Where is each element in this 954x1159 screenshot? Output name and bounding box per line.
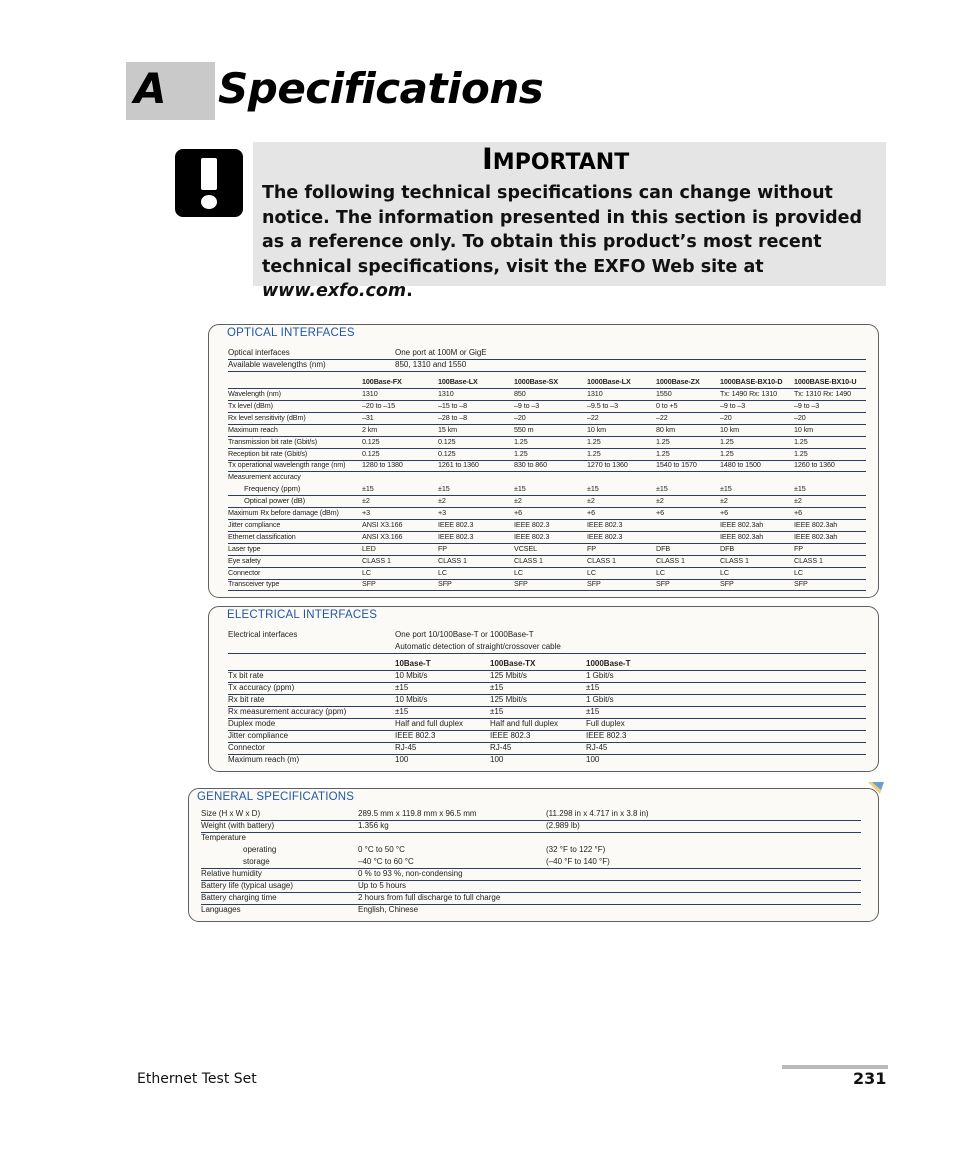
row-label: Tx bit rate: [228, 671, 264, 680]
cell-value: ±15: [514, 484, 526, 494]
cell-value: IEEE 802.3ah: [720, 531, 764, 541]
cell-value: 0.125: [362, 448, 380, 458]
cell-value: ±15: [587, 484, 599, 494]
cell-value: ±15: [490, 707, 504, 716]
row-label: Connector: [228, 567, 261, 577]
cell-value: SFP: [587, 579, 601, 589]
cell-value: (11.298 in x 4.717 in x 3.8 in): [546, 809, 649, 818]
cell-value: 1000Base-T: [586, 659, 631, 668]
cell-value: 1.25: [587, 448, 601, 458]
cell-value: IEEE 802.3: [587, 531, 623, 541]
cell-value: 10 km: [720, 424, 740, 434]
cell-value: DFB: [720, 543, 735, 553]
cell-value: SFP: [438, 579, 452, 589]
cell-value: CLASS 1: [656, 555, 685, 565]
cell-value: VCSEL: [514, 543, 538, 553]
row-label: Jitter compliance: [228, 731, 289, 740]
cell-value: ±2: [362, 496, 370, 506]
cell-value: 1310: [438, 389, 454, 398]
cell-value: IEEE 802.3: [514, 531, 550, 541]
cell-value: SFP: [514, 579, 528, 589]
row-label: Wavelength (nm): [228, 389, 281, 398]
footer-manual-title: Ethernet Test Set: [137, 1071, 257, 1087]
cell-value: 0 to +5: [656, 400, 678, 410]
cell-value: ±15: [362, 484, 374, 494]
cell-value: ANSI X3.166: [362, 519, 403, 529]
cell-value: 1270 to 1360: [587, 460, 628, 470]
cell-value: IEEE 802.3: [438, 519, 474, 529]
cell-value: 1.356 kg: [358, 821, 389, 830]
cell-value: –9.5 to –3: [587, 400, 618, 410]
cell-value: ±15: [794, 484, 806, 494]
row-label: Rx bit rate: [228, 695, 265, 704]
cell-value: 1540 to 1570: [656, 460, 697, 470]
cell-value: 1.25: [794, 436, 808, 446]
row-label: Tx operational wavelength range (nm): [228, 460, 346, 470]
cell-value: 10 km: [587, 424, 607, 434]
row-label: Available wavelengths (nm): [228, 359, 326, 369]
general-spec-row: [201, 832, 861, 844]
row-label: Size (H x W x D): [201, 809, 261, 818]
cell-value: 1.25: [656, 448, 670, 458]
cell-value: IEEE 802.3ah: [794, 531, 838, 541]
row-label: Measurement accuracy: [228, 472, 301, 482]
cell-value: –31: [362, 412, 374, 422]
row-label: operating: [243, 845, 277, 854]
cell-value: 1550: [656, 389, 672, 398]
cell-value: RJ-45: [490, 743, 512, 752]
row-label: Connector: [228, 743, 265, 752]
row-label: storage: [243, 857, 270, 866]
cell-value: ±15: [656, 484, 668, 494]
cell-value: –20 to –15: [362, 400, 395, 410]
row-label: Reception bit rate (Gbit/s): [228, 448, 308, 458]
cell-value: –20: [794, 412, 806, 422]
cell-value: 1261 to 1360: [438, 460, 479, 470]
cell-value: CLASS 1: [438, 555, 467, 565]
cell-value: FP: [587, 543, 596, 553]
cell-value: 100Base-LX: [438, 377, 478, 386]
cell-value: 10 km: [794, 424, 814, 434]
cell-value: 0 °C to 50 °C: [358, 845, 405, 854]
cell-value: 10Base-T: [395, 659, 431, 668]
cell-value: IEEE 802.3: [586, 731, 627, 740]
row-label: Rx measurement accuracy (ppm): [228, 707, 347, 716]
row-label: Battery life (typical usage): [201, 881, 294, 890]
cell-value: 100Base-FX: [362, 377, 402, 386]
cell-value: 1310: [587, 389, 603, 398]
cell-value: IEEE 802.3: [395, 731, 436, 740]
cell-value: 100Base-TX: [490, 659, 536, 668]
cell-value: CLASS 1: [794, 555, 823, 565]
cell-value: ±2: [514, 496, 522, 506]
row-label: Electrical interfaces: [228, 630, 298, 639]
cell-value: (32 °F to 122 °F): [546, 845, 606, 854]
general-spec-row: [201, 904, 861, 916]
cell-value: –22: [587, 412, 599, 422]
cell-value: +3: [362, 508, 370, 517]
cell-value: IEEE 802.3ah: [720, 519, 764, 529]
cell-value: ±2: [794, 496, 802, 506]
cell-value: ±15: [395, 707, 409, 716]
cell-value: 1 Gbit/s: [586, 671, 614, 680]
cell-value: +6: [656, 508, 664, 517]
cell-value: ±15: [586, 683, 600, 692]
cell-value: 125 Mbit/s: [490, 671, 527, 680]
cell-value: Half and full duplex: [490, 719, 559, 728]
cell-value: 0 % to 93 %, non-condensing: [358, 869, 463, 878]
cell-value: Up to 5 hours: [358, 881, 407, 890]
cell-value: IEEE 802.3: [490, 731, 531, 740]
row-label: Maximum reach (m): [228, 755, 300, 764]
corner-gloss-decoration: [868, 782, 884, 796]
cell-value: CLASS 1: [720, 555, 749, 565]
row-label: Duplex mode: [228, 719, 276, 728]
cell-value: 1.25: [720, 436, 734, 446]
cell-value: IEEE 802.3: [438, 531, 474, 541]
important-notice-text: The following technical specifications can change without notice. The information presented in this section is provided as a reference only. To obtain this product’s most recent technical specifications, visit the EXFO Web site at www.exfo.com.: [262, 183, 863, 301]
cell-value: One port 10/100Base-T or 1000Base-T: [395, 630, 534, 639]
cell-value: 10 Mbit/s: [395, 695, 428, 704]
cell-value: 1.25: [794, 448, 808, 458]
cell-value: ±15: [720, 484, 732, 494]
cell-value: LC: [794, 567, 803, 577]
cell-value: FP: [794, 543, 803, 553]
cell-value: ±2: [720, 496, 728, 506]
row-label: Battery charging time: [201, 893, 277, 902]
electrical-summary-row: [228, 641, 866, 654]
cell-value: 850, 1310 and 1550: [395, 359, 467, 369]
cell-value: +6: [514, 508, 522, 517]
cell-value: 830 to 860: [514, 460, 547, 470]
cell-value: –15 to –8: [438, 400, 468, 410]
cell-value: –9 to –3: [794, 400, 820, 410]
page-title: Specifications: [218, 64, 544, 113]
cell-value: 1000BASE-BX10-U: [794, 377, 857, 386]
cell-value: Tx: 1310 Rx: 1490: [794, 389, 852, 398]
cell-value: LC: [656, 567, 665, 577]
cell-value: 1480 to 1500: [720, 460, 761, 470]
cell-value: 100: [395, 755, 409, 764]
row-label: Frequency (ppm): [244, 484, 301, 494]
row-label: Temperature: [201, 833, 246, 842]
cell-value: 1.25: [587, 436, 601, 446]
cell-value: 125 Mbit/s: [490, 695, 527, 704]
cell-value: SFP: [362, 579, 376, 589]
cell-value: 1000Base-LX: [587, 377, 631, 386]
optical-spec-row: [228, 471, 866, 483]
cell-value: 1310: [362, 389, 378, 398]
cell-value: RJ-45: [586, 743, 608, 752]
cell-value: 10 Mbit/s: [395, 671, 428, 680]
cell-value: SFP: [794, 579, 808, 589]
row-label: Jitter compliance: [228, 519, 281, 529]
cell-value: ±2: [656, 496, 664, 506]
cell-value: English, Chinese: [358, 905, 419, 914]
general-spec-row: [201, 844, 861, 856]
cell-value: Automatic detection of straight/crossover cable: [395, 642, 561, 651]
page-number: 231: [853, 1069, 887, 1088]
cell-value: ±15: [490, 683, 504, 692]
cell-value: –20: [514, 412, 526, 422]
cell-value: IEEE 802.3: [514, 519, 550, 529]
cell-value: (–40 °F to 140 °F): [546, 857, 610, 866]
row-label: Languages: [201, 905, 241, 914]
cell-value: Tx: 1490 Rx: 1310: [720, 389, 778, 398]
electrical-spec-row: [228, 754, 866, 766]
cell-value: 1260 to 1360: [794, 460, 835, 470]
cell-value: –22: [656, 412, 668, 422]
row-label: Rx level sensitivity (dBm): [228, 412, 306, 422]
optical-spec-row: [228, 578, 866, 591]
chapter-letter: A: [134, 64, 167, 113]
cell-value: SFP: [720, 579, 734, 589]
cell-value: 80 km: [656, 424, 676, 434]
cell-value: –40 °C to 60 °C: [358, 857, 414, 866]
row-label: Transceiver type: [228, 579, 280, 589]
cell-value: CLASS 1: [587, 555, 616, 565]
cell-value: –9 to –3: [720, 400, 746, 410]
cell-value: RJ-45: [395, 743, 417, 752]
row-label: Tx accuracy (ppm): [228, 683, 295, 692]
cell-value: 0.125: [438, 448, 456, 458]
exfo-url: www.exfo.com: [262, 281, 407, 301]
cell-value: LC: [587, 567, 596, 577]
cell-value: 1000Base-ZX: [656, 377, 700, 386]
cell-value: LC: [438, 567, 447, 577]
cell-value: 100: [490, 755, 504, 764]
cell-value: 850: [514, 389, 526, 398]
cell-value: ±2: [438, 496, 446, 506]
cell-value: 1 Gbit/s: [586, 695, 614, 704]
general-specifications-title: GENERAL SPECIFICATIONS: [197, 791, 355, 803]
cell-value: +3: [438, 508, 446, 517]
row-label: Maximum reach: [228, 424, 278, 434]
cell-value: 100: [586, 755, 600, 764]
cell-value: 1.25: [514, 436, 528, 446]
cell-value: LC: [720, 567, 729, 577]
cell-value: ANSI X3.166: [362, 531, 403, 541]
cell-value: 1.25: [514, 448, 528, 458]
cell-value: 2 km: [362, 424, 378, 434]
electrical-summary-row: [228, 629, 866, 641]
optical-interfaces-title: OPTICAL INTERFACES: [227, 327, 355, 339]
cell-value: Full duplex: [586, 719, 625, 728]
row-label: Optical interfaces: [228, 348, 290, 357]
row-label: Relative humidity: [201, 869, 262, 878]
cell-value: LED: [362, 543, 376, 553]
row-label: Ethernet classification: [228, 531, 296, 541]
cell-value: LC: [362, 567, 371, 577]
row-label: Eye safety: [228, 555, 261, 565]
cell-value: DFB: [656, 543, 671, 553]
row-label: Tx level (dBm): [228, 400, 273, 410]
cell-value: Half and full duplex: [395, 719, 464, 728]
cell-value: 1.25: [656, 436, 670, 446]
cell-value: +6: [720, 508, 728, 517]
cell-value: +6: [587, 508, 595, 517]
cell-value: SFP: [656, 579, 670, 589]
exclamation-icon: [175, 149, 243, 217]
cell-value: (2.989 lb): [546, 821, 580, 830]
cell-value: 2 hours from full discharge to full charge: [358, 893, 501, 902]
cell-value: ±2: [587, 496, 595, 506]
cell-value: ±15: [586, 707, 600, 716]
cell-value: ±15: [395, 683, 409, 692]
cell-value: 1280 to 1380: [362, 460, 403, 470]
cell-value: –9 to –3: [514, 400, 540, 410]
cell-value: 1000BASE-BX10-D: [720, 377, 783, 386]
optical-summary-row: [228, 359, 866, 372]
cell-value: FP: [438, 543, 447, 553]
cell-value: 0.125: [438, 436, 456, 446]
cell-value: +6: [794, 508, 802, 517]
row-label: Weight (with battery): [201, 821, 275, 830]
row-label: Optical power (dB): [244, 496, 306, 506]
cell-value: CLASS 1: [362, 555, 391, 565]
cell-value: 289.5 mm x 119.8 mm x 96.5 mm: [358, 809, 477, 818]
row-label: Laser type: [228, 543, 261, 553]
cell-value: IEEE 802.3ah: [794, 519, 838, 529]
row-label: Maximum Rx before damage (dBm): [228, 508, 339, 517]
cell-value: One port at 100M or GigE: [395, 348, 487, 357]
cell-value: ±15: [438, 484, 450, 494]
cell-value: –28 to –8: [438, 412, 468, 422]
cell-value: 15 km: [438, 424, 458, 434]
cell-value: IEEE 802.3: [587, 519, 623, 529]
cell-value: 0.125: [362, 436, 380, 446]
cell-value: 550 m: [514, 424, 534, 434]
cell-value: –20: [720, 412, 732, 422]
cell-value: CLASS 1: [514, 555, 543, 565]
electrical-interfaces-title: ELECTRICAL INTERFACES: [227, 609, 378, 621]
row-label: Transmission bit rate (Gbit/s): [228, 436, 317, 446]
important-heading: IMPORTANT: [482, 142, 630, 176]
cell-value: 1000Base-SX: [514, 377, 559, 386]
cell-value: 1.25: [720, 448, 734, 458]
cell-value: LC: [514, 567, 523, 577]
